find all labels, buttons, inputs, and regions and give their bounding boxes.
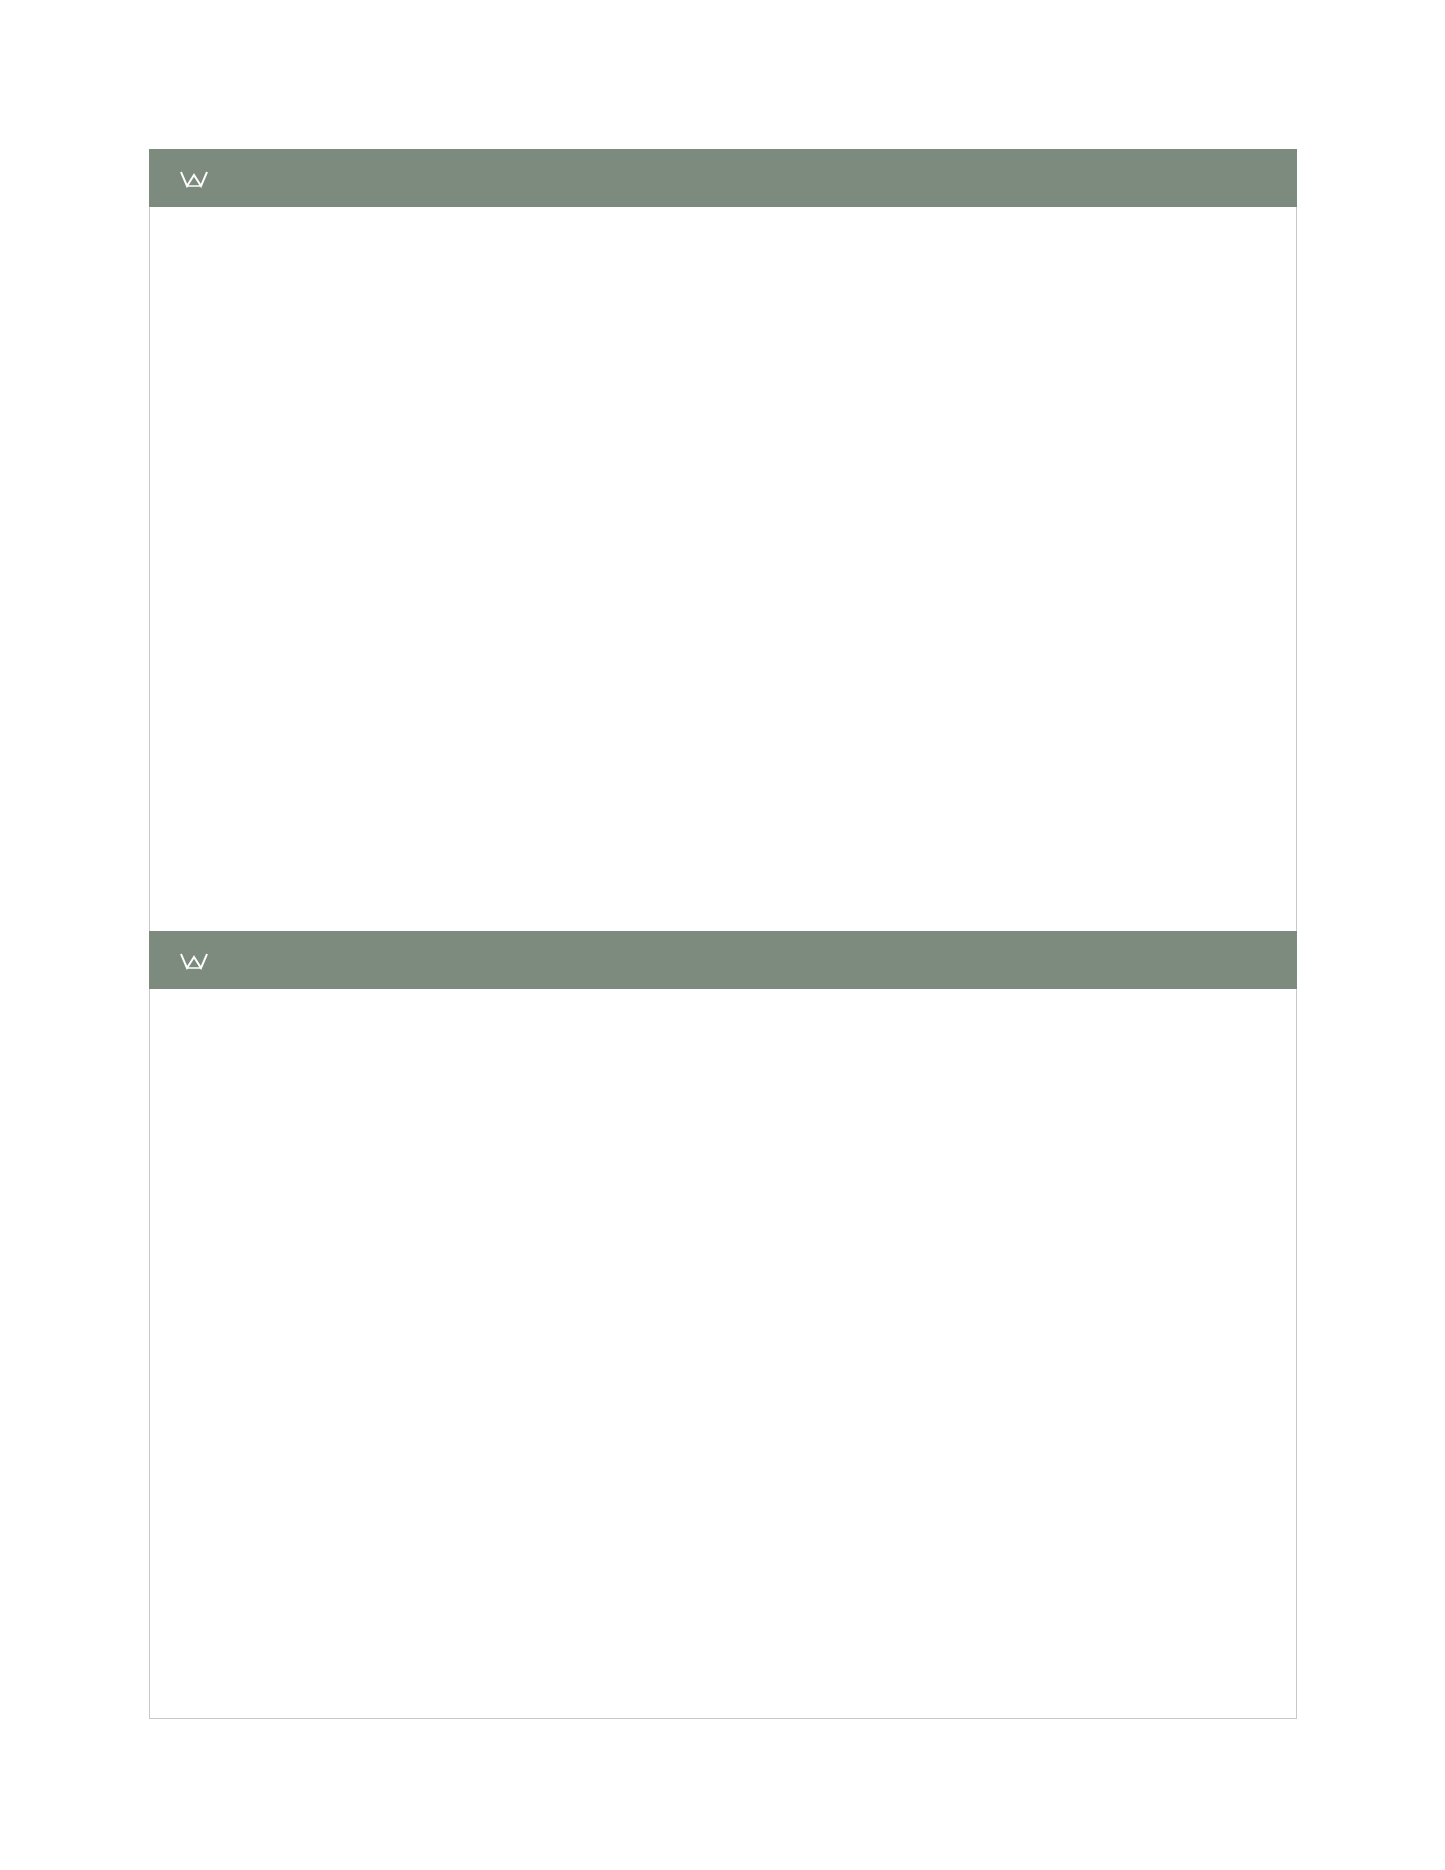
header-band <box>149 931 1297 989</box>
header-band <box>149 149 1297 207</box>
brand <box>179 149 219 207</box>
crown-logo-icon <box>179 948 209 972</box>
crown-logo-icon <box>179 166 209 190</box>
brand <box>179 931 219 989</box>
